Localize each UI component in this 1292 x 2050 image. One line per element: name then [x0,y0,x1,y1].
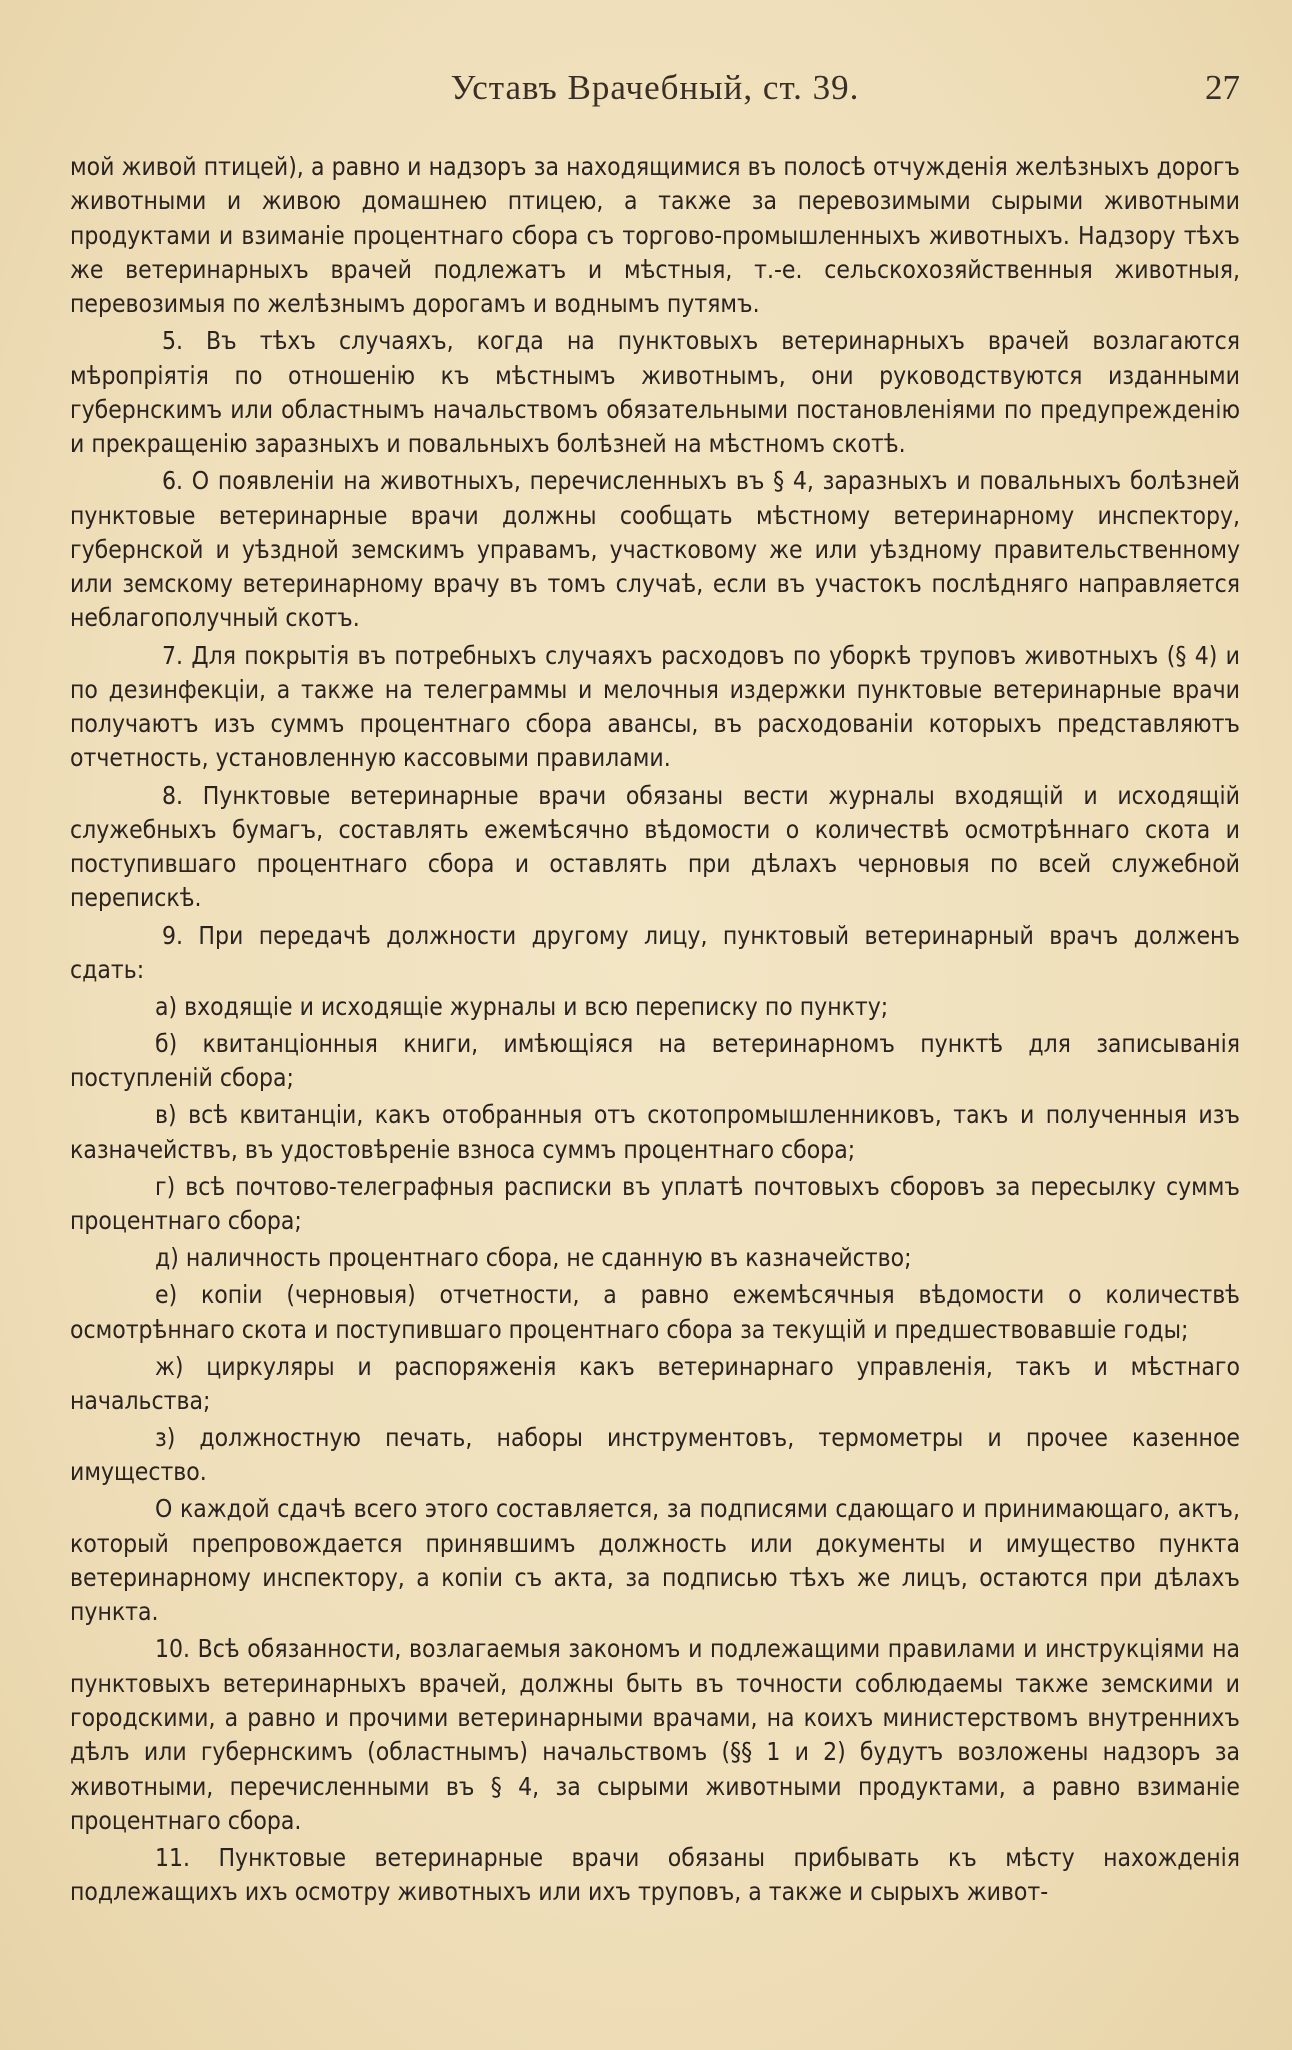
paragraph-article-9: 9. При передачѣ должности другому лицу, пунктовый ветеринарный врачъ долженъ сдать: [70,920,1240,984]
page-number: 27 [1205,68,1240,107]
paragraph-article-5: 5. Въ тѣхъ случаяхъ, когда на пунктовыхъ ветеринарныхъ врачей возлагаются мѣропріятія по отношенію къ мѣстнымъ животнымъ, они руководствуются изданными губернскимъ или областнымъ начальствомъ обязательными постановленіями по предупрежденію и прекращенію заразныхъ и повальныхъ болѣзней на мѣстномъ скотѣ. [70,326,1240,459]
list-item-g: г) всѣ почтово-телеграфныя расписки въ уплатѣ почтовыхъ сборовъ за пересылку суммъ процентнаго сбора; [70,1171,1240,1236]
paragraph-continuation: мой живой птицей), а равно и надзоръ за находящимися въ полосѣ отчужденія желѣзныхъ дорогъ животными и живою домашнею птицею, а также за перевозимыми сырыми животными продуктами и взиманіе процентнаго сбора съ торгово-промышленныхъ животныхъ. Надзору тѣхъ же ветеринарныхъ врачей подлежатъ и мѣстныя, т.-е. сельскохозяйственныя животныя, перевозимыя по желѣзнымъ дорогамъ и воднымъ путямъ. [70,152,1240,319]
paragraph-article-10: 10. Всѣ обязанности, возлагаемыя закономъ и подлежащими правилами и инструкціями на пунктовыхъ ветеринарныхъ врачей, должны быть въ точности соблюдаемы также земскими и городскими, а равно и прочими ветеринарными врачами, на коихъ министерствомъ внутреннихъ дѣлъ или губернскимъ (областнымъ) начальствомъ (§§ 1 и 2) будутъ возложены надзоръ за животными, перечисленными въ § 4, за сырыми животными продуктами, а равно взиманіе процентнаго сбора. [70,1634,1240,1835]
list-item-d: д) наличность процентнаго сбора, не сданную въ казначейство; [155,1243,912,1273]
list-item-v: в) всѣ квитанціи, какъ отобранныя отъ скотопромышленниковъ, такъ и полученныя изъ казначействъ, въ удостовѣреніе взноса суммъ процентнаго сбора; [70,1100,1240,1164]
list-item-z: з) должностную печать, наборы инструментовъ, термометры и прочее казенное имущество. [70,1423,1240,1487]
paragraph-article-8: 8. Пунктовые ветеринарные врачи обязаны вести журналы входящій и исходящій служебныхъ бумагъ, составлять ежемѣсячно вѣдомости о количествѣ осмотрѣннаго скота и поступившаго процентнаго сбора и оставлять при дѣлахъ черновыя по всей служебной перепискѣ. [70,780,1240,913]
running-header [70,68,1240,118]
list-item-e: е) копіи (черновыя) отчетности, а равно ежемѣсячныя вѣдомости о количествѣ осмотрѣннаго скота и поступившаго процентнаго сбора за текущій и предшествовавшіе годы; [70,1280,1240,1344]
list-item-zh: ж) циркуляры и распоряженія какъ ветеринарнаго управленія, такъ и мѣстнаго начальства; [70,1351,1240,1415]
list-item-b: б) квитанціонныя книги, имѣющіяся на ветеринарномъ пунктѣ для записыванія поступленій сбора; [70,1029,1240,1093]
running-title: Уставъ Врачебный, ст. 39. [450,68,860,107]
list-item-a: а) входящіе и исходящіе журналы и всю переписку по пункту; [155,991,889,1021]
page-body [70,150,1240,1912]
paragraph-handover-act: О каждой сдачѣ всего этого составляется, за подписями сдающаго и принимающаго, актъ, который препровождается принявшимъ должность или документы и имущество пункта ветеринарному инспектору, а копіи съ акта, за подписью тѣхъ же лицъ, остаются при дѣлахъ пункта. [70,1494,1240,1627]
paragraph-article-7: 7. Для покрытія въ потребныхъ случаяхъ расходовъ по уборкѣ труповъ животныхъ (§ 4) и по дезинфекціи, а также на телеграммы и мелочныя издержки пунктовые ветеринарные врачи получаютъ изъ суммъ процентнаго сбора авансы, въ расходованіи которыхъ представляютъ отчетность, установленную кассовыми правилами. [70,640,1240,773]
paragraph-article-6: 6. О появленіи на животныхъ, перечисленныхъ въ § 4, заразныхъ и повальныхъ болѣзней пунктовые ветеринарные врачи должны сообщать мѣстному ветеринарному инспектору, губернской и уѣздной земскимъ управамъ, участковому же или уѣздному правительственному или земскому ветеринарному врачу въ томъ случаѣ, если въ участокъ послѣдняго направляется неблагополучный скотъ. [70,466,1240,633]
paragraph-article-11: 11. Пунктовые ветеринарные врачи обязаны прибывать къ мѣсту нахожденія подлежащихъ ихъ осмотру животныхъ или ихъ труповъ, а также и сырыхъ живот- [70,1843,1240,1907]
